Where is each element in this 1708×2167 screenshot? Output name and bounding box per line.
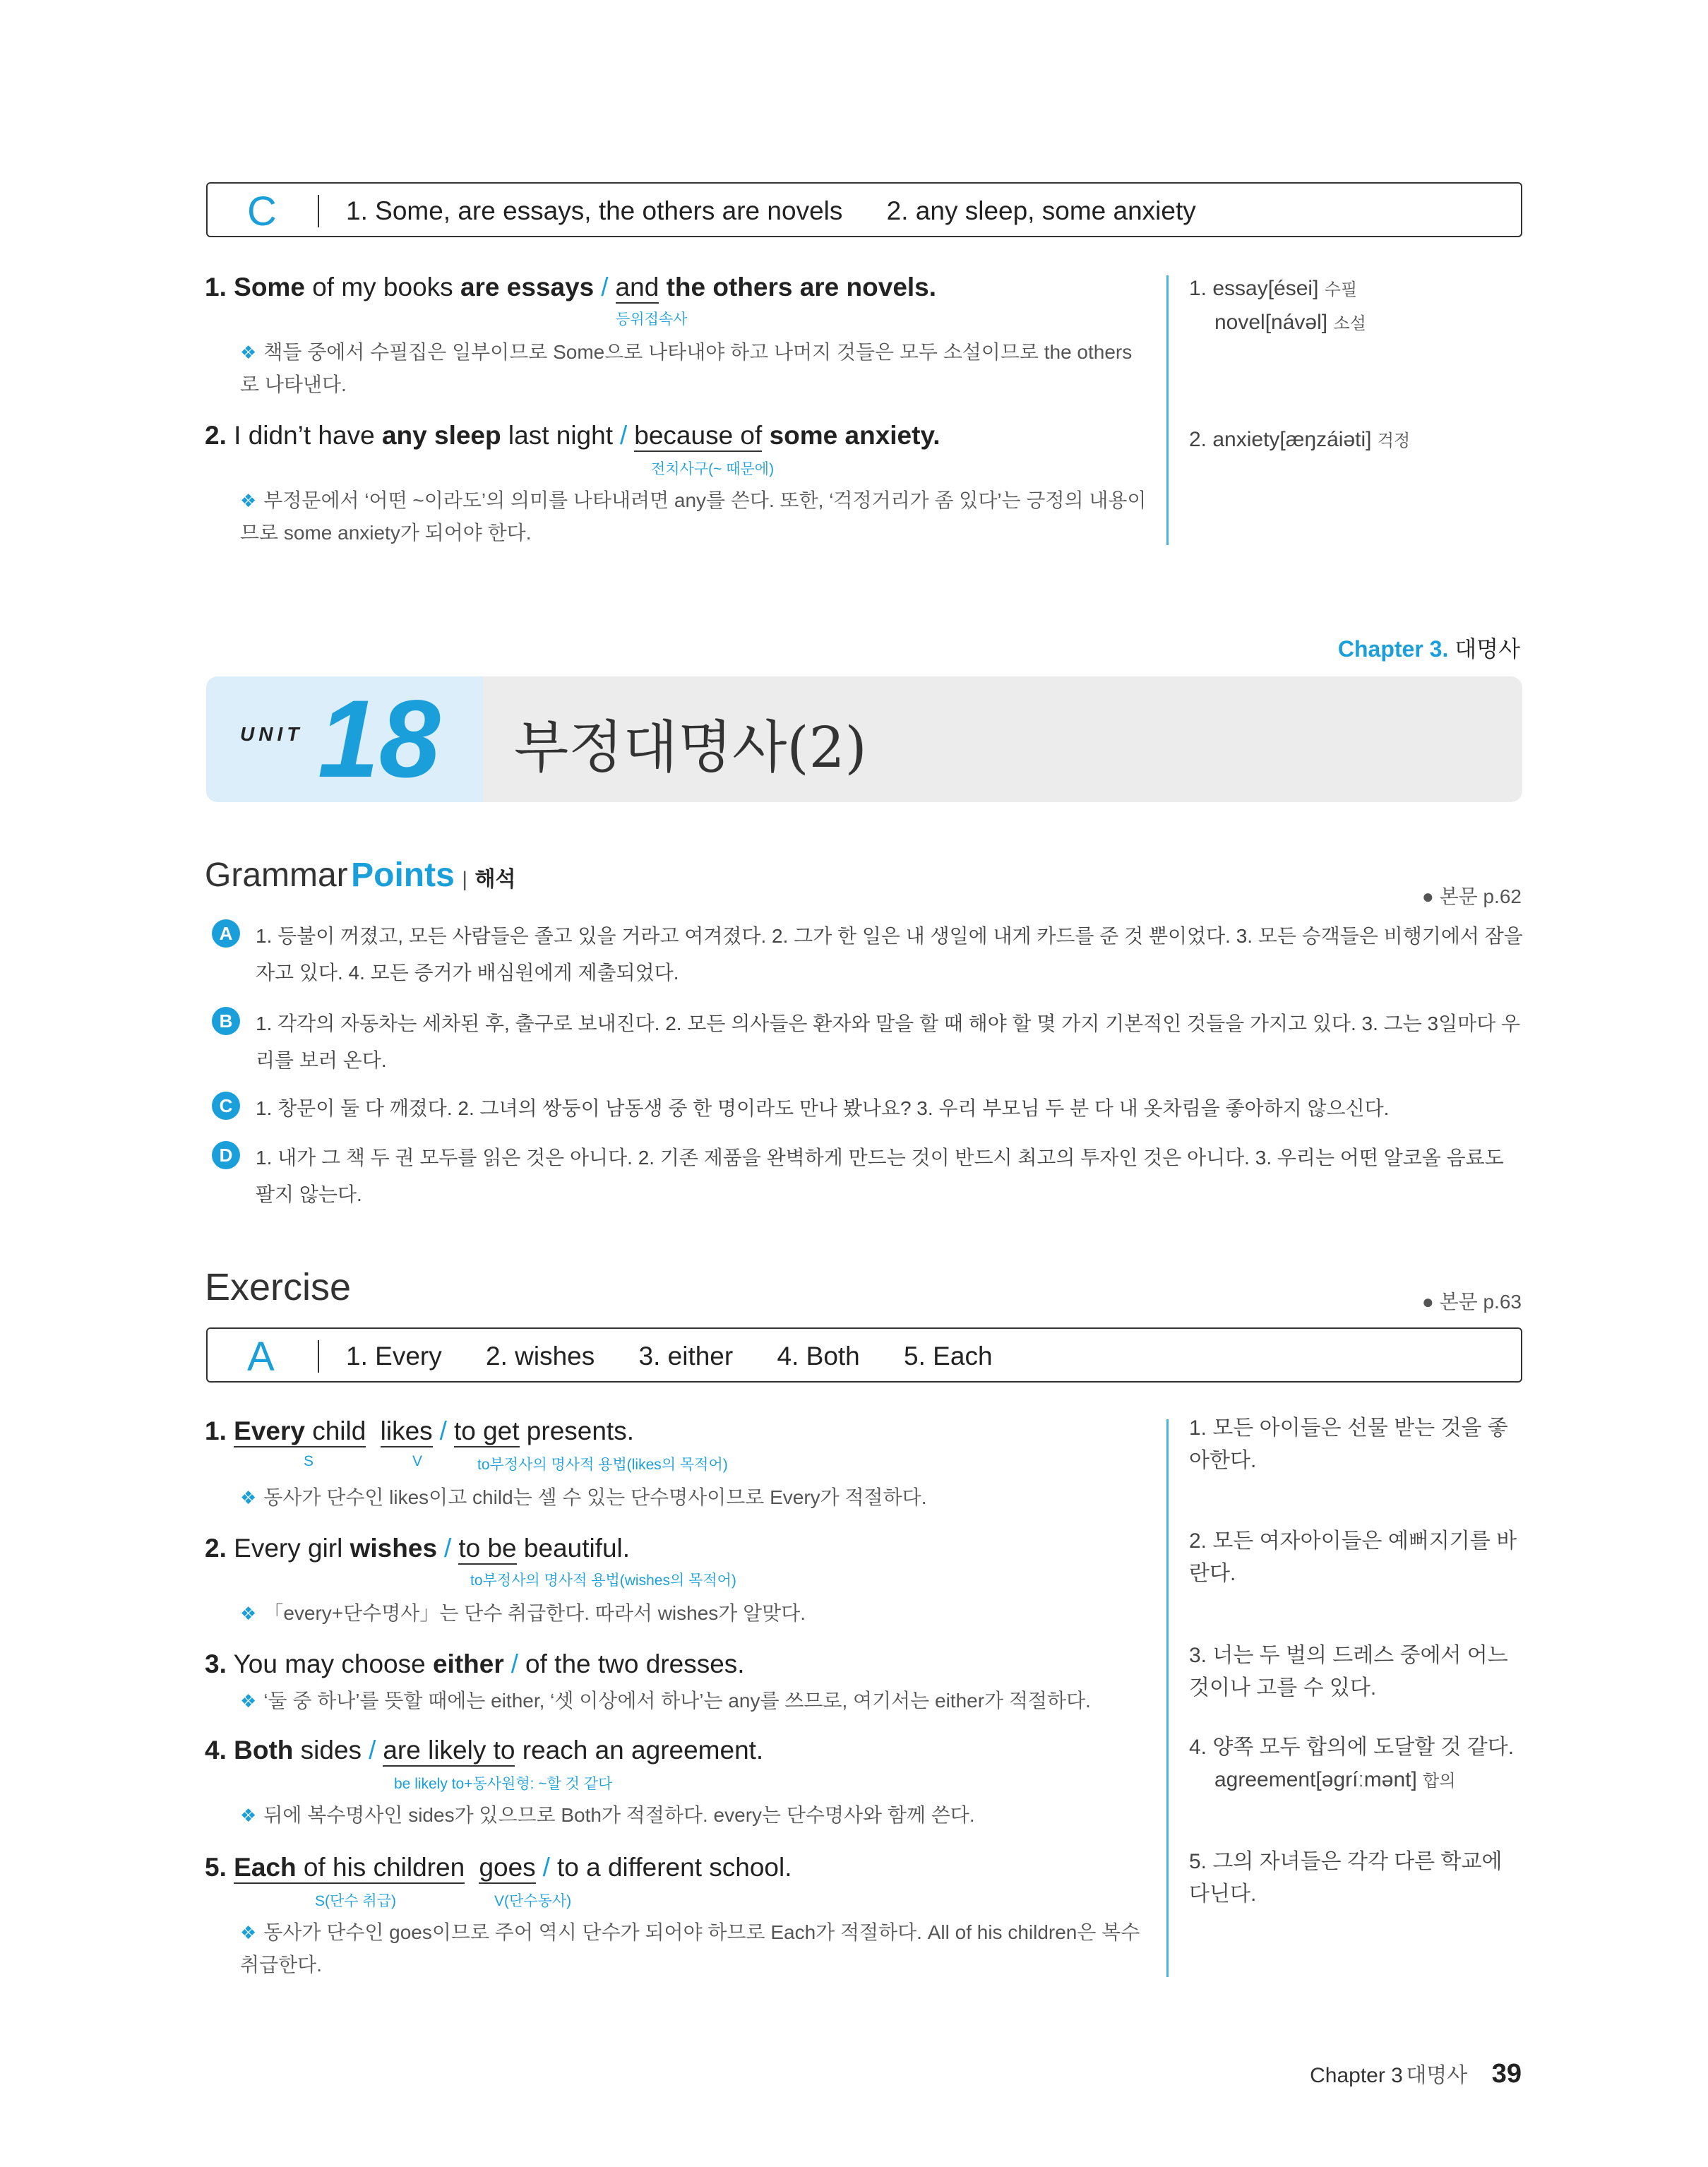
page-ref: ● 본문 p.62 [1421, 885, 1522, 907]
side-translation-5: 5. 그의 자녀들은 각각 다른 학교에 다닌다. [1189, 1850, 1503, 1906]
word: are essays [460, 273, 595, 302]
note: to부정사의 명사적 용법(wishes의 목적어) [470, 1572, 736, 1589]
side-translation-1: 1. 모든 아이들은 선물 받는 것을 좋아한다. [1189, 1416, 1508, 1472]
vocab-meaning: 수필 [1324, 280, 1358, 299]
answer-5: 5. Each [904, 1342, 993, 1371]
explanation-c2 [240, 484, 1151, 549]
exercise-heading: Exercise [205, 1266, 352, 1308]
grammar-row-text: 1. 내가 그 책 두 권 모두를 읽은 것은 아니다. 2. 기존 제품을 완벽하게 만드는 것이 반드시 최고의 투자인 것은 아니다. 3. 우리는 어떤 알코올 음료도 팔지 않는다. [256, 1147, 1504, 1205]
exercise-q2: 2. Every girl wishes / to be beautiful. [205, 1534, 630, 1563]
footer-chapter: Chapter 3 [1310, 2064, 1403, 2087]
explanation-q3 [240, 1685, 1151, 1717]
diamond-icon: ❖ [240, 1690, 257, 1712]
chapter-number: Chapter 3. [1337, 636, 1449, 662]
heading-word: Points [351, 856, 455, 894]
answer-letter: C [247, 189, 277, 234]
word: of the two dresses. [525, 1649, 745, 1678]
unit-label: UNIT [240, 723, 304, 745]
explanation-text: ‘둘 중 하나’를 뜻할 때에는 either, ‘셋 이상에서 하나’는 any를 쓰므로, 여기서는 either가 적절하다. [263, 1690, 1091, 1712]
word: to be [458, 1534, 516, 1565]
explanation-q2 [240, 1597, 1151, 1630]
word: some anxiety. [769, 421, 940, 450]
word: the others are novels. [666, 273, 937, 302]
word: of my books [312, 273, 453, 302]
note: 전치사구(~ 때문에) [651, 461, 775, 477]
side-divider [1166, 1419, 1169, 1977]
divider [318, 195, 319, 227]
circle-b: B [212, 1007, 240, 1035]
word: and [616, 273, 659, 304]
exercise-q1: 1. Every child likes / to get presents. [205, 1416, 634, 1446]
explanation-q1 [240, 1481, 1151, 1514]
answer-text [346, 196, 1233, 226]
answer-2: 2. wishes [486, 1342, 595, 1371]
circle-c: C [212, 1092, 240, 1120]
sentence-c1: 1. Some of my books are essays / and the others are novels. [205, 273, 936, 302]
explanation-text: 부정문에서 ‘어떤 ~이라도’의 의미를 나타내려면 any를 쓴다. 또한, ‘걱정거리가 좀 있다’는 긍정의 내용이므로 some anxiety가 되어야 한다. [240, 489, 1147, 544]
heading-word: Grammar [205, 856, 348, 894]
word: beautiful. [523, 1534, 631, 1563]
note-s: S(단수 취급) [315, 1893, 396, 1909]
word: are likely to [383, 1736, 515, 1767]
unit-banner [206, 676, 1522, 802]
answer-text [346, 1342, 1029, 1371]
grammar-row-text: 1. 창문이 둘 다 깨졌다. 2. 그녀의 쌍둥이 남동생 중 한 명이라도 만나 봤나요? 3. 우리 부모님 두 분 다 내 옷차림을 좋아하지 않으신다. [256, 1097, 1390, 1119]
word: to a different school. [556, 1853, 792, 1882]
word: goes [479, 1853, 535, 1884]
num: 2. [205, 421, 227, 450]
num: 1. [205, 1416, 227, 1445]
word: presents. [526, 1416, 634, 1445]
word: to get [454, 1416, 520, 1447]
diamond-icon: ❖ [240, 1922, 257, 1943]
side-translation-2: 2. 모든 여자아이들은 예뻐지기를 바란다. [1189, 1529, 1517, 1585]
note-v: V(단수동사) [494, 1893, 572, 1909]
word: of his children [303, 1853, 465, 1882]
word: either [432, 1649, 504, 1678]
explanation-text: 동사가 단수인 likes이고 child는 셀 수 있는 단수명사이므로 Every가 적절하다. [263, 1486, 927, 1508]
vocab: 2. anxiety[æŋzáiəti] [1189, 428, 1372, 451]
chapter-label [1338, 631, 1520, 664]
diamond-icon: ❖ [240, 1603, 257, 1624]
note-s: S [304, 1453, 314, 1469]
word: Every [234, 1416, 305, 1445]
divider [318, 1340, 319, 1373]
word: sides [300, 1736, 362, 1765]
unit-title: 부정대명사(2) [514, 715, 867, 780]
footer [1310, 2058, 1522, 2089]
word: reach an agreement. [522, 1736, 764, 1765]
explanation-text: 동사가 단수인 goes이므로 주어 역시 단수가 되어야 하므로 Each가 적절하다. All of his children은 복수 취급한다. [240, 1921, 1140, 1976]
word: Both [234, 1736, 294, 1765]
footer-title: 대명사 [1406, 2064, 1468, 2087]
exercise-q4: 4. Both sides / are likely to reach an agreement. [205, 1736, 763, 1765]
explanation-c1 [240, 336, 1151, 401]
diamond-icon: ❖ [240, 490, 257, 511]
heading-sub: 해석 [474, 868, 516, 891]
grammar-row-text: 1. 각각의 자동차는 세차된 후, 출구로 보내진다. 2. 모든 의사들은 환자와 말을 할 때 해야 할 몇 가지 기본적인 것들을 가지고 있다. 3. 그는 3일마다 우리를 보러 온다. [256, 1013, 1521, 1071]
num: 3. [205, 1649, 227, 1678]
vocab: 1. essay[ései] [1189, 277, 1319, 300]
vocab-meaning: 합의 [1423, 1772, 1456, 1791]
grammar-heading [205, 856, 515, 895]
note: be likely to+동사원형: ~할 것 같다 [394, 1776, 613, 1792]
explanation-text: 책들 중에서 수필집은 일부이므로 Some으로 나타내야 하고 나머지 것들은 모두 소설이므로 the others로 나타낸다. [240, 341, 1133, 395]
diamond-icon: ❖ [240, 342, 257, 363]
num: 2. [205, 1534, 227, 1563]
explanation-text: 뒤에 복수명사인 sides가 있으므로 Both가 적절하다. every는 단수명사와 함께 쓴다. [263, 1804, 975, 1826]
side-divider [1166, 275, 1169, 545]
side-translation-4 [1189, 1731, 1521, 1798]
sentence-c2: 2. I didn’t have any sleep last night / because of some anxiety. [205, 421, 940, 450]
circle-a: A [212, 919, 240, 948]
answer-3: 3. either [638, 1342, 734, 1371]
num: 4. [205, 1736, 227, 1765]
answer-4: 4. Both [777, 1342, 860, 1371]
word: because of [634, 421, 762, 452]
side-notes-c [1189, 273, 1514, 458]
vocab-meaning: 소설 [1333, 314, 1366, 333]
word: likes [381, 1416, 433, 1447]
exercise-q5: 5. Each of his children goes / to a different school. [205, 1853, 792, 1882]
chapter-title: 대명사 [1455, 636, 1520, 662]
diamond-icon: ❖ [240, 1487, 257, 1508]
translation: 4. 양쪽 모두 합의에 도달할 것 같다. [1189, 1736, 1515, 1759]
word: child [312, 1416, 366, 1445]
answer-1: 1. Every [346, 1342, 442, 1371]
word: Each [234, 1853, 297, 1882]
answer-letter: A [247, 1334, 275, 1380]
page-ref: ● 본문 p.63 [1421, 1291, 1522, 1313]
answer-1: 1. Some, are essays, the others are novels [346, 196, 843, 225]
answer-box-a [206, 1327, 1522, 1383]
explanation-q4 [240, 1799, 1151, 1832]
word: any sleep [381, 421, 501, 450]
explanation-text: 「every+단수명사」는 단수 취급한다. 따라서 wishes가 알맞다. [263, 1602, 806, 1624]
circle-d: D [212, 1141, 240, 1169]
exercise-q3: 3. You may choose either / of the two dresses. [205, 1649, 745, 1678]
word: wishes [350, 1534, 438, 1563]
answer-box-c [206, 182, 1522, 237]
word: You may choose [233, 1649, 426, 1678]
num: 1. [205, 273, 227, 302]
heading-divider: | [462, 868, 468, 891]
word: I didn’t have [234, 421, 375, 450]
note: to부정사의 명사적 용법(likes의 목적어) [477, 1457, 728, 1473]
word: Some [234, 273, 305, 302]
note: 등위접속사 [616, 311, 688, 328]
vocab-meaning: 걱정 [1377, 431, 1411, 450]
vocab: novel[návəl] [1214, 311, 1328, 334]
note-v: V [412, 1453, 423, 1469]
word: Every girl [234, 1534, 343, 1563]
unit-number: 18 [318, 678, 441, 801]
side-translation-3: 3. 너는 두 벌의 드레스 중에서 어느 것이나 고를 수 있다. [1189, 1644, 1508, 1700]
diamond-icon: ❖ [240, 1805, 257, 1826]
vocab: agreement[əgríːmənt] [1214, 1768, 1417, 1791]
page-number: 39 [1491, 2059, 1522, 2089]
answer-2: 2. any sleep, some anxiety [886, 196, 1196, 225]
num: 5. [205, 1853, 227, 1882]
word: last night [508, 421, 613, 450]
grammar-row-text: 1. 등불이 꺼졌고, 모든 사람들은 졸고 있을 거라고 여겨졌다. 2. 그가 한 일은 내 생일에 내게 카드를 준 것 뿐이었다. 3. 모든 승객들은 비행기에서 잠을 자고 있다. 4. 모든 증거가 배심원에게 제출되었다. [256, 925, 1523, 984]
explanation-q5 [240, 1916, 1151, 1981]
